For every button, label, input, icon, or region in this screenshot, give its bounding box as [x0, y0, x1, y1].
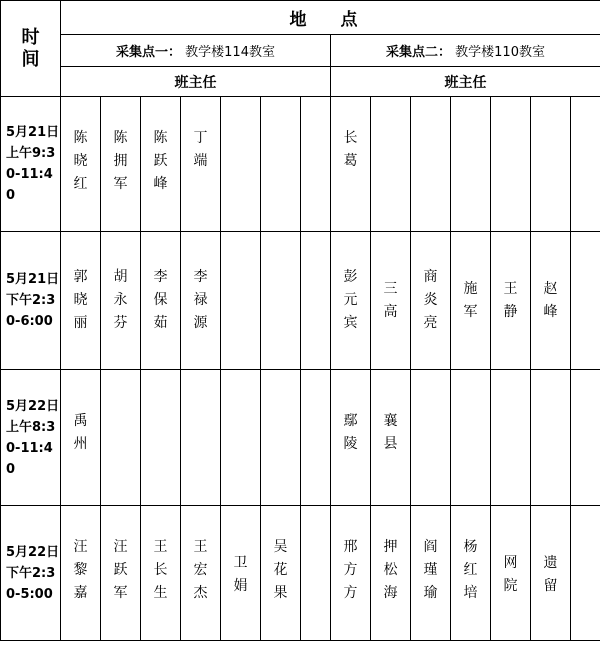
name-cell — [331, 97, 371, 232]
table-row — [1, 370, 600, 506]
name-cell — [331, 506, 371, 641]
site2-header — [331, 35, 600, 67]
time-cell: 5月21日下午2:30-6:00 — [1, 232, 61, 370]
time-cell: 5月22日上午8:30-11:40 — [1, 370, 61, 506]
time-cell: 5月21日上午9:30-11:40 — [1, 97, 61, 232]
name-text: 邢方方 — [343, 539, 358, 601]
name-cell — [411, 370, 451, 506]
site2-teacher-label: 班主任 — [444, 74, 487, 91]
name-cell — [61, 506, 101, 641]
name-cell — [531, 232, 571, 370]
name-text: 遗留 — [543, 555, 558, 594]
name-text: 王静 — [503, 281, 518, 320]
name-cell — [301, 506, 331, 641]
name-cell — [301, 370, 331, 506]
name-cell — [301, 97, 331, 232]
name-text: 长葛 — [343, 130, 358, 169]
name-text: 襄县 — [383, 413, 398, 452]
time-header-label: 时 间 — [21, 26, 40, 70]
name-cell — [181, 506, 221, 641]
name-cell — [491, 97, 531, 232]
place-header-label: 地 点 — [289, 10, 372, 30]
name-text: 胡永芬 — [113, 269, 128, 331]
name-text: 陈晓红 — [73, 130, 88, 192]
name-cell — [61, 97, 101, 232]
name-cell — [411, 232, 451, 370]
name-cell — [451, 232, 491, 370]
name-text: 网院 — [503, 555, 518, 594]
site1-name: 采集点一： — [116, 45, 182, 60]
name-text: 三高 — [383, 281, 398, 320]
name-cell — [451, 97, 491, 232]
name-cell — [101, 370, 141, 506]
name-cell — [371, 370, 411, 506]
name-text: 陈拥军 — [113, 130, 128, 192]
name-cell — [181, 97, 221, 232]
name-cell — [181, 232, 221, 370]
name-text: 施军 — [463, 281, 478, 320]
name-cell — [491, 232, 531, 370]
time-cell: 5月22日下午2:30-5:00 — [1, 506, 61, 641]
name-cell — [531, 506, 571, 641]
name-cell — [101, 506, 141, 641]
name-cell — [141, 370, 181, 506]
name-cell — [221, 232, 261, 370]
name-cell — [221, 370, 261, 506]
place-header — [61, 1, 600, 35]
name-text: 禹州 — [73, 413, 88, 452]
name-cell — [371, 232, 411, 370]
name-cell — [61, 232, 101, 370]
site1-header — [61, 35, 331, 67]
name-cell — [371, 506, 411, 641]
name-cell — [221, 506, 261, 641]
site2-teacher-header — [331, 67, 600, 97]
name-cell — [301, 232, 331, 370]
name-text: 陈跃峰 — [153, 130, 168, 192]
name-text: 商炎亮 — [423, 269, 438, 331]
name-text: 卫娟 — [233, 555, 248, 594]
table-row — [1, 232, 600, 370]
name-cell — [221, 97, 261, 232]
name-text: 王长生 — [153, 539, 168, 601]
name-text: 郭晓丽 — [73, 269, 88, 331]
name-cell — [571, 506, 600, 641]
name-cell — [531, 370, 571, 506]
name-cell — [491, 370, 531, 506]
name-text: 汪黎嘉 — [73, 539, 88, 601]
name-text: 王宏杰 — [193, 539, 208, 601]
name-text: 鄢陵 — [343, 413, 358, 452]
name-cell — [101, 97, 141, 232]
name-text: 杨红培 — [463, 539, 478, 601]
name-cell — [261, 370, 301, 506]
name-cell — [331, 370, 371, 506]
table-row — [1, 506, 600, 641]
name-text: 彭元宾 — [343, 269, 358, 331]
name-text: 李禄源 — [193, 269, 208, 331]
name-text: 李保茹 — [153, 269, 168, 331]
name-cell — [261, 506, 301, 641]
name-cell — [531, 97, 571, 232]
site1-room: 教学楼114教室 — [181, 45, 275, 60]
name-text: 押松海 — [383, 539, 398, 601]
name-cell — [571, 232, 600, 370]
name-text: 丁端 — [193, 130, 208, 169]
name-text: 汪跃军 — [113, 539, 128, 601]
site2-room: 教学楼110教室 — [451, 45, 545, 60]
name-cell — [371, 97, 411, 232]
name-text: 阎瑾瑜 — [423, 539, 438, 601]
name-cell — [101, 232, 141, 370]
name-cell — [411, 97, 451, 232]
name-text: 吴花果 — [273, 539, 288, 601]
name-cell — [181, 370, 221, 506]
name-cell — [491, 506, 531, 641]
name-cell — [571, 97, 600, 232]
name-cell — [451, 506, 491, 641]
time-header — [1, 1, 61, 97]
name-cell — [141, 232, 181, 370]
name-cell — [61, 370, 101, 506]
site1-teacher-label: 班主任 — [174, 74, 217, 91]
name-text: 赵峰 — [543, 281, 558, 320]
name-cell — [261, 232, 301, 370]
name-cell — [141, 97, 181, 232]
table-row — [1, 97, 600, 232]
name-cell — [261, 97, 301, 232]
name-cell — [451, 370, 491, 506]
site2-name: 采集点二： — [386, 45, 452, 60]
name-cell — [331, 232, 371, 370]
name-cell — [141, 506, 181, 641]
name-cell — [571, 370, 600, 506]
site1-teacher-header — [61, 67, 331, 97]
name-cell — [411, 506, 451, 641]
